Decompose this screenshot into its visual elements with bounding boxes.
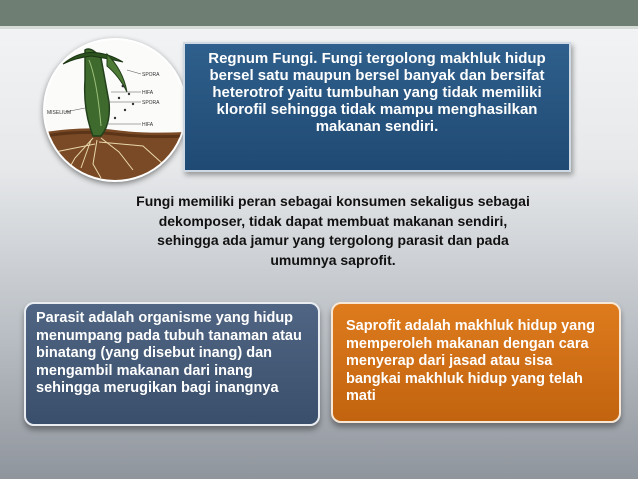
regnum-fungi-text: Regnum Fungi. Fungi tergolong makhluk hidup bersel satu maupun bersel banyak dan bersifat heterotrof yaitu tumbuhan yang tidak memiliki klorofil sehingga tidak mampu menghasilkan makanan sendiri. <box>208 50 546 135</box>
diagram-label-spora-1: SPORA <box>142 72 160 78</box>
fungi-diagram-illustration <box>45 40 185 180</box>
top-bar <box>0 0 638 26</box>
diagram-label-hifa-1: HIFA <box>142 90 154 96</box>
top-bar-divider <box>0 26 638 29</box>
regnum-fungi-description-box <box>183 42 571 172</box>
fungi-role-text: Fungi memiliki peran sebagai konsumen sekaligus sebagai dekomposer, tidak dapat membuat makanan sendiri, sehingga ada jamur yang tergolong parasit dan pada umumnya saprofit. <box>136 193 530 268</box>
diagram-label-miselium: MISELIUM <box>47 110 72 116</box>
diagram-label-hifa-2: HIFA <box>142 122 154 128</box>
fungi-diagram-image <box>43 38 187 182</box>
diagram-label-spora-2: SPORA <box>142 100 160 106</box>
parasite-definition-text: Parasit adalah organisme yang hidup menumpang pada tubuh tanaman atau binatang (yang disebut inang) dan mengambil makanan dari inang sehingga merugikan bagi inangnya <box>36 310 302 396</box>
saprophyte-definition-text: Saprofit adalah makhluk hidup yang memperoleh makanan dengan cara menyerap dari jasad atau sisa bangkai makhluk hidup yang telah mati <box>346 318 595 404</box>
parasite-definition-box <box>24 302 320 426</box>
saprophyte-definition-box <box>331 302 621 423</box>
